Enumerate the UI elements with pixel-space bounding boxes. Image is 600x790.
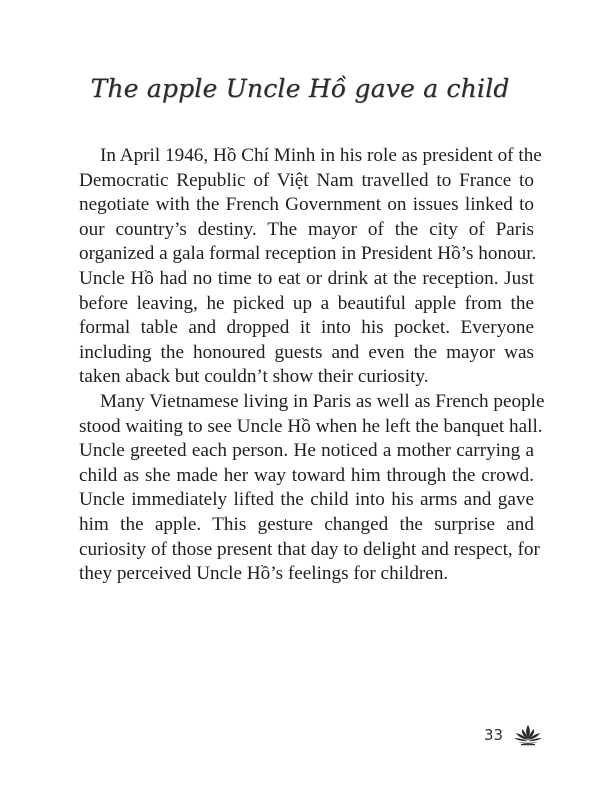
paragraph-1 [79, 144, 542, 390]
paragraph-2 [79, 390, 545, 587]
text-line: they perceived Uncle Hồ’s feelings for children. [79, 563, 449, 585]
text-line: before leaving, he picked up a beautiful apple from the [79, 292, 534, 314]
text-line: curiosity of those present that day to delight and respect, for [79, 538, 540, 560]
text-line: organized a gala formal reception in President Hồ’s honour. [79, 243, 537, 265]
text-line: our country’s destiny. The mayor of the city of Paris [79, 218, 534, 240]
text-line: Uncle greeted each person. He noticed a mother carrying a [79, 440, 534, 462]
text-line: formal table and dropped it into his pocket. Everyone [79, 317, 534, 339]
text-line: Uncle immediately lifted the child into his arms and gave [79, 489, 534, 511]
text-line: stood waiting to see Uncle Hồ when he left the banquet hall. [79, 415, 543, 437]
text-line: Uncle Hồ had no time to eat or drink at the reception. Just [79, 267, 534, 289]
text-line: including the honoured guests and even the mayor was [79, 341, 534, 363]
story-body [79, 144, 545, 587]
page-number: 33 [484, 726, 504, 744]
page-footer [484, 722, 543, 748]
text-line: Democratic Republic of Việt Nam travelled to France to [79, 169, 534, 191]
lotus-icon [513, 724, 543, 746]
page-title: The apple Uncle Hồ gave a child [90, 74, 510, 103]
text-line: taken aback but couldn’t show their curiosity. [79, 366, 429, 388]
text-line: him the apple. This gesture changed the surprise and [79, 513, 534, 535]
text-line: negotiate with the French Government on issues linked to [79, 194, 534, 216]
text-line: In April 1946, Hồ Chí Minh in his role as president of the [100, 145, 542, 166]
text-line: child as she made her way toward him through the crowd. [79, 464, 534, 486]
text-line: Many Vietnamese living in Paris as well as French people [100, 390, 545, 412]
